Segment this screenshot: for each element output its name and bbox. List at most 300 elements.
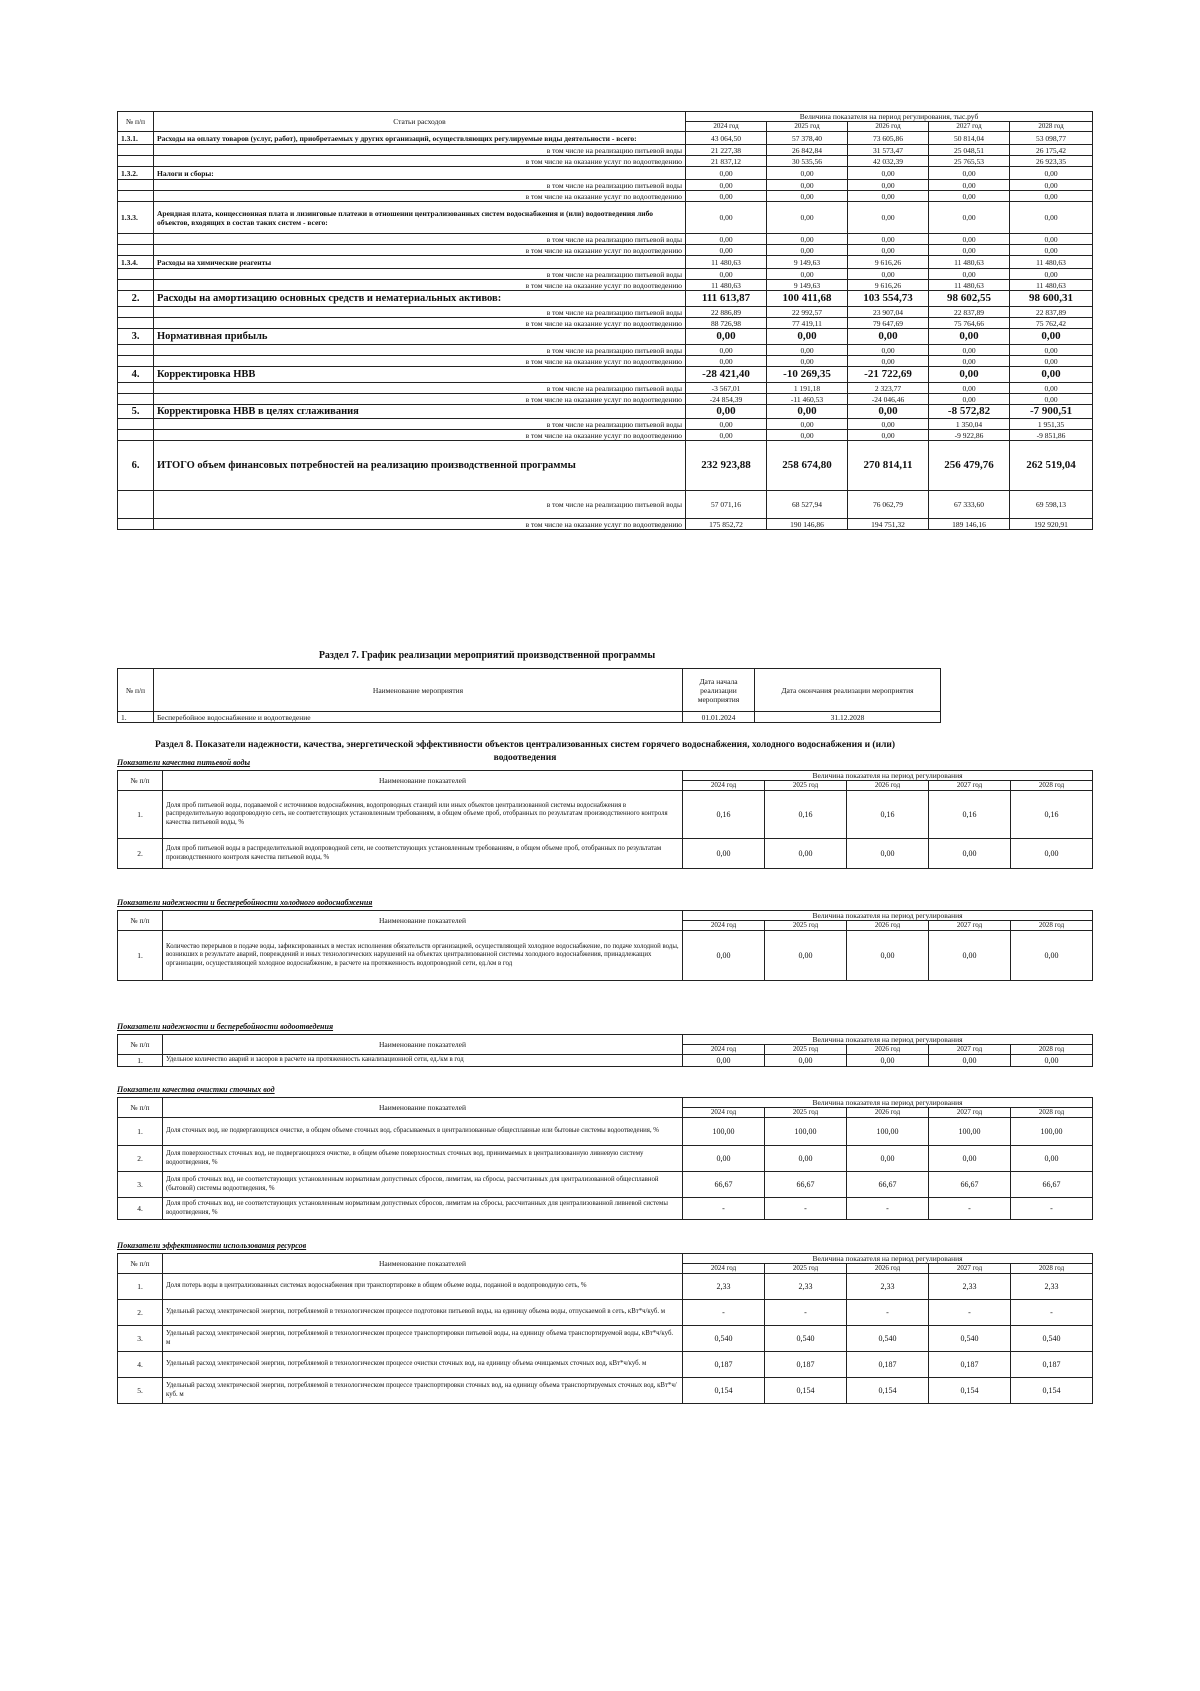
value-cell: 2,33 xyxy=(929,1274,1011,1300)
value-cell: 50 814,04 xyxy=(929,132,1010,145)
value-cell: - xyxy=(1011,1198,1093,1220)
indicator-row xyxy=(118,1118,1093,1146)
value-cell: 9 616,26 xyxy=(848,256,929,269)
year-header: 2028 год xyxy=(1011,921,1093,931)
value-cell: 0,00 xyxy=(1010,180,1093,191)
indicator-row xyxy=(118,1378,1093,1404)
value-cell: 0,00 xyxy=(848,430,929,441)
value-cell: 0,540 xyxy=(1011,1326,1093,1352)
indicator-row xyxy=(118,1172,1093,1198)
value-cell: 0,540 xyxy=(929,1326,1011,1352)
value-cell: 103 554,73 xyxy=(848,291,929,307)
year-header: 2024 год xyxy=(683,1108,765,1118)
value-cell: 100,00 xyxy=(683,1118,765,1146)
year-header: 2028 год xyxy=(1011,1108,1093,1118)
value-cell: 262 519,04 xyxy=(1010,441,1093,491)
value-cell: 1 191,18 xyxy=(767,383,848,394)
col-header-name: Наименование показателей xyxy=(163,771,683,791)
row-num xyxy=(118,145,154,156)
row-label: в том числе на оказание услуг по водоотведению xyxy=(154,280,686,291)
value-cell: 2,33 xyxy=(847,1274,929,1300)
row-num xyxy=(118,345,154,356)
value-cell: 77 419,11 xyxy=(767,318,848,329)
value-cell: 43 064,50 xyxy=(686,132,767,145)
value-cell: 0,00 xyxy=(848,245,929,256)
value-cell: 0,00 xyxy=(767,405,848,419)
value-cell: 66,67 xyxy=(683,1172,765,1198)
value-cell: 0,00 xyxy=(686,329,767,345)
indicator-row xyxy=(118,1055,1093,1067)
value-cell: 31 573,47 xyxy=(848,145,929,156)
value-cell: 66,67 xyxy=(847,1172,929,1198)
expense-row xyxy=(118,245,1093,256)
col-header-value: Величина показателя на период регулирования xyxy=(683,911,1093,921)
value-cell: 0,154 xyxy=(683,1378,765,1404)
value-cell: 11 480,63 xyxy=(686,280,767,291)
year-header: 2026 год xyxy=(847,1108,929,1118)
row-num: 1.3.3. xyxy=(118,202,154,234)
value-cell: - xyxy=(683,1198,765,1220)
expense-row xyxy=(118,345,1093,356)
value-cell: 0,00 xyxy=(1010,234,1093,245)
value-cell: 0,00 xyxy=(1011,1146,1093,1172)
row-num: 1. xyxy=(118,1118,163,1146)
year-header: 2025 год xyxy=(765,1108,847,1118)
value-cell: 0,00 xyxy=(686,167,767,180)
value-cell: 0,00 xyxy=(929,167,1010,180)
row-num: 5. xyxy=(118,1378,163,1404)
value-cell: -9 851,86 xyxy=(1010,430,1093,441)
value-cell: 25 765,53 xyxy=(929,156,1010,167)
value-cell: 0,16 xyxy=(929,791,1011,839)
expense-row xyxy=(118,356,1093,367)
expense-row xyxy=(118,419,1093,430)
year-header: 2024 год xyxy=(683,1045,765,1055)
row-num: 5. xyxy=(118,405,154,419)
row-num xyxy=(118,280,154,291)
row-num: 1.3.2. xyxy=(118,167,154,180)
year-header: 2024 год xyxy=(683,921,765,931)
row-label: Удельный расход электрической энергии, потребляемой в технологическом процессе транспортировки питьевой воды, на единицу объема транспортируемой воды, кВт*ч/куб. м xyxy=(163,1326,683,1352)
indicator-row xyxy=(118,1300,1093,1326)
row-label: Количество перерывов в подаче воды, зафиксированных в местах исполнения обязательств организацией, осуществляющей холодное водоснабжение, по подаче холодной воды, возникших в результате аварий, повреждений и иных технологических нарушений на объектах централизованной системы холодного водоснабжения, принадлежащих организации, осуществляющей холодное водоснабжение, в расчете на протяженность водопроводной сети, ед./км в год xyxy=(163,931,683,981)
row-num xyxy=(118,318,154,329)
value-cell: 66,67 xyxy=(1011,1172,1093,1198)
expense-row xyxy=(118,132,1093,145)
year-header: 2025 год xyxy=(765,781,847,791)
value-cell: 0,00 xyxy=(1010,191,1093,202)
col-header-num: № п/п xyxy=(118,669,154,712)
col-header-name: Наименование показателей xyxy=(163,911,683,931)
value-cell: 0,00 xyxy=(683,931,765,981)
value-cell: 0,00 xyxy=(767,245,848,256)
value-cell: 0,00 xyxy=(767,345,848,356)
value-cell: 11 480,63 xyxy=(1010,256,1093,269)
value-cell: 0,154 xyxy=(765,1378,847,1404)
value-cell: 1 350,04 xyxy=(929,419,1010,430)
year-header: 2027 год xyxy=(929,1264,1011,1274)
value-cell: 2 323,77 xyxy=(848,383,929,394)
value-cell: 75 762,42 xyxy=(1010,318,1093,329)
value-cell: 0,16 xyxy=(683,791,765,839)
value-cell: 0,00 xyxy=(683,1055,765,1067)
col-header-num: № п/п xyxy=(118,1098,163,1118)
expense-row xyxy=(118,383,1093,394)
value-cell: 0,00 xyxy=(1010,356,1093,367)
value-cell: 66,67 xyxy=(765,1172,847,1198)
value-cell: 0,00 xyxy=(686,269,767,280)
row-label: Доля сточных вод, не подвергающихся очистке, в общем объеме сточных вод, сбрасываемых в централизованные общесплавные или бытовые системы водоотведения, % xyxy=(163,1118,683,1146)
value-cell: 0,00 xyxy=(1010,329,1093,345)
expense-row xyxy=(118,191,1093,202)
value-cell: 2,33 xyxy=(1011,1274,1093,1300)
row-num: 3. xyxy=(118,1326,163,1352)
value-cell: 0,154 xyxy=(929,1378,1011,1404)
col-header-num: № п/п xyxy=(118,112,154,132)
value-cell: 0,00 xyxy=(929,356,1010,367)
value-cell: 0,00 xyxy=(767,180,848,191)
value-cell: 0,00 xyxy=(767,191,848,202)
value-cell: 0,00 xyxy=(1011,1055,1093,1067)
schedule-table xyxy=(117,668,941,723)
value-cell: 66,67 xyxy=(929,1172,1011,1198)
value-cell: 9 149,63 xyxy=(767,256,848,269)
value-cell: 0,00 xyxy=(767,430,848,441)
row-label: в том числе на оказание услуг по водоотведению xyxy=(154,394,686,405)
row-name: Бесперебойное водоснабжение и водоотведение xyxy=(154,712,683,723)
quality-subtitle: Показатели качества питьевой воды xyxy=(117,758,251,767)
value-cell: 175 852,72 xyxy=(686,519,767,530)
value-cell: -8 572,82 xyxy=(929,405,1010,419)
year-header: 2025 год xyxy=(765,1045,847,1055)
row-label: в том числе на оказание услуг по водоотведению xyxy=(154,430,686,441)
cold-subtitle: Показатели надежности и бесперебойности холодного водоснабжения xyxy=(117,898,373,907)
value-cell: 0,00 xyxy=(1010,245,1093,256)
expense-row xyxy=(118,491,1093,519)
row-num: 1.3.4. xyxy=(118,256,154,269)
row-num xyxy=(118,519,154,530)
row-label: Расходы на оплату товаров (услуг, работ), приобретаемых у других организаций, осуществляющих регулируемые виды деятельности - всего: xyxy=(154,132,686,145)
value-cell: 11 480,63 xyxy=(929,280,1010,291)
value-cell: 256 479,76 xyxy=(929,441,1010,491)
sewer-table xyxy=(117,1034,1093,1067)
value-cell: 0,00 xyxy=(929,180,1010,191)
value-cell: 0,187 xyxy=(1011,1352,1093,1378)
col-header-end: Дата окончания реализации мероприятия xyxy=(755,669,941,712)
value-cell: 0,00 xyxy=(929,1055,1011,1067)
row-label: Корректировка НВВ в целях сглаживания xyxy=(154,405,686,419)
value-cell: 9 149,63 xyxy=(767,280,848,291)
value-cell: 0,00 xyxy=(1010,367,1093,383)
expense-row xyxy=(118,291,1093,307)
row-num xyxy=(118,430,154,441)
expense-row xyxy=(118,367,1093,383)
col-header-num: № п/п xyxy=(118,911,163,931)
value-cell: 0,00 xyxy=(765,931,847,981)
section8-title: Раздел 8. Показатели надежности, качества, энергетической эффективности объектов централизованных систем горячего водоснабжения, холодного водоснабжения и (или) водоотведения xyxy=(154,740,896,763)
value-cell: 9 616,26 xyxy=(848,280,929,291)
value-cell: 100,00 xyxy=(929,1118,1011,1146)
row-label: в том числе на реализацию питьевой воды xyxy=(154,145,686,156)
value-cell: 192 920,91 xyxy=(1010,519,1093,530)
value-cell: 0,00 xyxy=(767,269,848,280)
col-header-name: Наименование показателей xyxy=(163,1098,683,1118)
row-label: Расходы на химические реагенты xyxy=(154,256,686,269)
value-cell: 190 146,86 xyxy=(767,519,848,530)
value-cell: 270 814,11 xyxy=(848,441,929,491)
value-cell: 0,00 xyxy=(929,931,1011,981)
row-num: 1.3.1. xyxy=(118,132,154,145)
value-cell: 22 837,89 xyxy=(929,307,1010,318)
value-cell: 0,00 xyxy=(767,234,848,245)
value-cell: - xyxy=(683,1300,765,1326)
row-num xyxy=(118,234,154,245)
row-label: в том числе на реализацию питьевой воды xyxy=(154,180,686,191)
row-end-date: 31.12.2028 xyxy=(755,712,941,723)
value-cell: 11 480,63 xyxy=(1010,280,1093,291)
value-cell: 100,00 xyxy=(1011,1118,1093,1146)
value-cell: - xyxy=(929,1300,1011,1326)
value-cell: 100,00 xyxy=(847,1118,929,1146)
indicator-row xyxy=(118,1198,1093,1220)
year-header: 2024 год xyxy=(686,122,767,132)
row-label: в том числе на реализацию питьевой воды xyxy=(154,419,686,430)
value-cell: 0,00 xyxy=(686,405,767,419)
row-num xyxy=(118,156,154,167)
row-num xyxy=(118,269,154,280)
value-cell: 0,00 xyxy=(767,356,848,367)
expense-row xyxy=(118,318,1093,329)
col-header-value: Величина показателя на период регулирования xyxy=(683,1098,1093,1108)
value-cell: -3 567,01 xyxy=(686,383,767,394)
value-cell: 111 613,87 xyxy=(686,291,767,307)
value-cell: 0,00 xyxy=(848,356,929,367)
value-cell: 88 726,98 xyxy=(686,318,767,329)
row-label: в том числе на реализацию питьевой воды xyxy=(154,269,686,280)
value-cell: 23 907,04 xyxy=(848,307,929,318)
value-cell: - xyxy=(765,1300,847,1326)
expense-row xyxy=(118,519,1093,530)
year-header: 2025 год xyxy=(765,1264,847,1274)
value-cell: 0,00 xyxy=(767,202,848,234)
row-label: Корректировка НВВ xyxy=(154,367,686,383)
row-num xyxy=(118,356,154,367)
expenses-table xyxy=(117,111,1093,530)
row-num xyxy=(118,383,154,394)
value-cell: 11 480,63 xyxy=(929,256,1010,269)
year-header: 2027 год xyxy=(929,1108,1011,1118)
row-label: в том числе на реализацию питьевой воды xyxy=(154,307,686,318)
year-header: 2028 год xyxy=(1011,781,1093,791)
value-cell: 0,540 xyxy=(765,1326,847,1352)
row-label: Арендная плата, концессионная плата и лизинговые платежи в отношении централизованных систем водоснабжения и (или) водоотведения либо объектов, входящих в состав таких систем - всего: xyxy=(154,202,686,234)
value-cell: 0,00 xyxy=(929,269,1010,280)
value-cell: 11 480,63 xyxy=(686,256,767,269)
expense-row xyxy=(118,180,1093,191)
indicator-row xyxy=(118,791,1093,839)
row-label: ИТОГО объем финансовых потребностей на реализацию производственной программы xyxy=(154,441,686,491)
value-cell: 0,00 xyxy=(929,367,1010,383)
expense-row xyxy=(118,269,1093,280)
value-cell: 0,00 xyxy=(1010,167,1093,180)
row-label: Удельный расход электрической энергии, потребляемой в технологическом процессе очистки сточных вод, на единицу объема очищаемых сточных вод, кВт*ч/куб. м xyxy=(163,1352,683,1378)
row-label: Доля проб питьевой воды, подаваемой с источников водоснабжения, водопроводных станций или иных объектов централизованной системы водоснабжения в распределительную водопроводную сеть, не соответствующих установленным требованиям, в общем объеме проб, отобранных по результатам производственного контроля качества питьевой воды, % xyxy=(163,791,683,839)
value-cell: 0,16 xyxy=(847,791,929,839)
expense-row xyxy=(118,202,1093,234)
row-num: 4. xyxy=(118,367,154,383)
value-cell: 53 098,77 xyxy=(1010,132,1093,145)
value-cell: 79 647,69 xyxy=(848,318,929,329)
value-cell: 26 175,42 xyxy=(1010,145,1093,156)
row-start-date: 01.01.2024 xyxy=(683,712,755,723)
value-cell: 0,00 xyxy=(686,202,767,234)
value-cell: 0,00 xyxy=(848,405,929,419)
value-cell: 0,00 xyxy=(848,167,929,180)
efficiency-table xyxy=(117,1253,1093,1404)
year-header: 2024 год xyxy=(683,781,765,791)
value-cell: 0,00 xyxy=(929,202,1010,234)
value-cell: 26 923,35 xyxy=(1010,156,1093,167)
row-num: 2. xyxy=(118,1300,163,1326)
row-label: в том числе на оказание услуг по водоотведению xyxy=(154,245,686,256)
value-cell: 258 674,80 xyxy=(767,441,848,491)
year-header: 2024 год xyxy=(683,1264,765,1274)
year-header: 2027 год xyxy=(929,122,1010,132)
value-cell: - xyxy=(765,1198,847,1220)
year-header: 2028 год xyxy=(1011,1045,1093,1055)
value-cell: 0,00 xyxy=(765,1146,847,1172)
row-num: 2. xyxy=(118,291,154,307)
value-cell: -24 854,39 xyxy=(686,394,767,405)
indicator-row xyxy=(118,1352,1093,1378)
col-header-name: Наименование мероприятия xyxy=(154,669,683,712)
value-cell: 73 605,86 xyxy=(848,132,929,145)
value-cell: -7 900,51 xyxy=(1010,405,1093,419)
value-cell: - xyxy=(847,1198,929,1220)
expense-row xyxy=(118,234,1093,245)
row-label: в том числе на реализацию питьевой воды xyxy=(154,383,686,394)
value-cell: 0,00 xyxy=(847,931,929,981)
value-cell: 0,00 xyxy=(767,329,848,345)
col-header-num: № п/п xyxy=(118,1254,163,1274)
value-cell: 0,00 xyxy=(929,345,1010,356)
indicator-row xyxy=(118,839,1093,869)
value-cell: - xyxy=(1011,1300,1093,1326)
value-cell: 0,187 xyxy=(683,1352,765,1378)
value-cell: - xyxy=(847,1300,929,1326)
quality-table xyxy=(117,770,1093,869)
value-cell: 57 071,16 xyxy=(686,491,767,519)
value-cell: 0,00 xyxy=(929,839,1011,869)
year-header: 2025 год xyxy=(767,122,848,132)
value-cell: 21 227,38 xyxy=(686,145,767,156)
value-cell: 0,00 xyxy=(929,245,1010,256)
value-cell: -24 046,46 xyxy=(848,394,929,405)
year-header: 2027 год xyxy=(929,1045,1011,1055)
year-header: 2028 год xyxy=(1011,1264,1093,1274)
value-cell: 0,00 xyxy=(1011,839,1093,869)
year-header: 2026 год xyxy=(847,781,929,791)
value-cell: 0,187 xyxy=(929,1352,1011,1378)
value-cell: 21 837,12 xyxy=(686,156,767,167)
value-cell: 0,187 xyxy=(847,1352,929,1378)
cleaning-table xyxy=(117,1097,1093,1220)
value-cell: 0,00 xyxy=(929,329,1010,345)
row-num: 1. xyxy=(118,712,154,723)
value-cell: 67 333,60 xyxy=(929,491,1010,519)
value-cell: -10 269,35 xyxy=(767,367,848,383)
value-cell: 0,00 xyxy=(1010,394,1093,405)
expense-row xyxy=(118,256,1093,269)
row-label: в том числе на оказание услуг по водоотведению xyxy=(154,156,686,167)
value-cell: 0,16 xyxy=(765,791,847,839)
value-cell: 0,00 xyxy=(686,345,767,356)
row-label: в том числе на оказание услуг по водоотведению xyxy=(154,519,686,530)
col-header-num: № п/п xyxy=(118,771,163,791)
value-cell: 0,00 xyxy=(686,191,767,202)
row-num xyxy=(118,180,154,191)
row-num: 1. xyxy=(118,791,163,839)
value-cell: 0,00 xyxy=(686,180,767,191)
expense-row xyxy=(118,441,1093,491)
row-num xyxy=(118,245,154,256)
expense-row xyxy=(118,430,1093,441)
col-header-value: Величина показателя на период регулирования xyxy=(683,1254,1093,1264)
value-cell: 0,16 xyxy=(1011,791,1093,839)
row-num: 3. xyxy=(118,1172,163,1198)
value-cell: -21 722,69 xyxy=(848,367,929,383)
value-cell: 57 378,40 xyxy=(767,132,848,145)
col-header-item: Статьи расходов xyxy=(154,112,686,132)
value-cell: 189 146,16 xyxy=(929,519,1010,530)
value-cell: 0,00 xyxy=(848,419,929,430)
value-cell: 0,154 xyxy=(847,1378,929,1404)
value-cell: 98 602,55 xyxy=(929,291,1010,307)
row-num: 4. xyxy=(118,1198,163,1220)
row-label: Удельный расход электрической энергии, потребляемой в технологическом процессе подготовки питьевой воды, на единицу объема воды, отпускаемой в сеть, кВт*ч/куб. м xyxy=(163,1300,683,1326)
value-cell: 98 600,31 xyxy=(1010,291,1093,307)
col-header-name: Наименование показателей xyxy=(163,1035,683,1055)
row-label: Нормативная прибыль xyxy=(154,329,686,345)
row-label: в том числе на оказание услуг по водоотведению xyxy=(154,318,686,329)
row-num xyxy=(118,191,154,202)
value-cell: 0,00 xyxy=(848,191,929,202)
year-header: 2026 год xyxy=(847,1045,929,1055)
row-num xyxy=(118,419,154,430)
value-cell: 22 886,89 xyxy=(686,307,767,318)
value-cell: 0,00 xyxy=(848,269,929,280)
value-cell: 0,540 xyxy=(847,1326,929,1352)
value-cell: 0,00 xyxy=(848,180,929,191)
row-label: Удельный расход электрической энергии, потребляемой в технологическом процессе транспортировки сточных вод, на единицу объема транспортируемых сточных вод, кВт*ч/куб. м xyxy=(163,1378,683,1404)
value-cell: -11 460,53 xyxy=(767,394,848,405)
row-num: 1. xyxy=(118,1055,163,1067)
expense-row xyxy=(118,156,1093,167)
value-cell: 0,00 xyxy=(929,1146,1011,1172)
value-cell: - xyxy=(929,1198,1011,1220)
value-cell: 25 048,51 xyxy=(929,145,1010,156)
value-cell: 75 764,66 xyxy=(929,318,1010,329)
sewer-subtitle: Показатели надежности и бесперебойности водоотведения xyxy=(117,1022,334,1031)
value-cell: 0,00 xyxy=(683,1146,765,1172)
year-header: 2025 год xyxy=(765,921,847,931)
expense-row xyxy=(118,394,1093,405)
row-label: Удельное количество аварий и засоров в расчете на протяженность канализационной сети, ед./км в год xyxy=(163,1055,683,1067)
row-num xyxy=(118,307,154,318)
value-cell: 0,00 xyxy=(686,234,767,245)
value-cell: 0,187 xyxy=(765,1352,847,1378)
value-cell: 2,33 xyxy=(683,1274,765,1300)
